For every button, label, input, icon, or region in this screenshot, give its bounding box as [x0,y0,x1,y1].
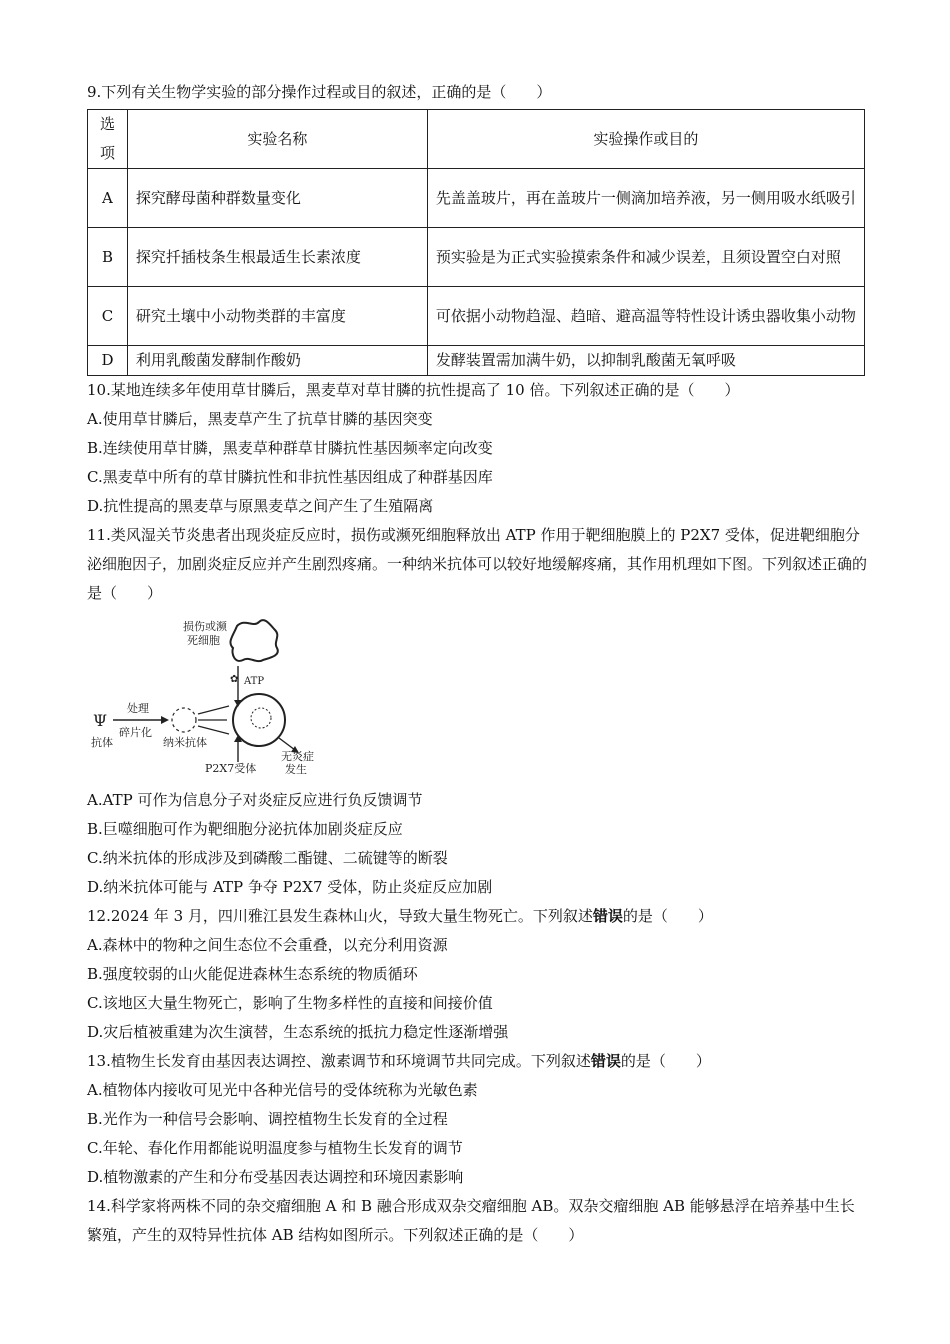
row-action: 发酵装置需加满牛奶，以抑制乳酸菌无氧呼吸 [427,346,864,376]
q9-table [87,109,865,376]
target-cell [233,694,285,746]
q12-option-a: A.森林中的物种之间生态位不会重叠，以充分利用资源 [87,936,448,954]
table-header-name: 实验名称 [127,110,427,169]
process-label-1: 处理 [127,702,149,715]
q12-option-c: C.该地区大量生物死亡，影响了生物多样性的直接和间接价值 [87,994,493,1012]
outcome-label-1: 无炎症 [281,750,314,763]
table-row [88,169,865,228]
binding-arrow-3 [198,726,229,734]
table-row [88,228,865,287]
q11-stem: 11.类风湿关节炎患者出现炎症反应时，损伤或濒死细胞释放出 ATP 作用于靶细胞膜上的 P2X7 受体，促进靶细胞分泌细胞因子，加剧炎症反应并产生剧烈疼痛。一种纳米抗体可以较好地缓解疼痛，其作用机理如下图。下列叙述正确的是（ ） [87,526,868,602]
q13-stem [87,1047,867,1076]
row-option: C [88,287,128,346]
q12-option-b: B.强度较弱的山火能促进森林生态系统的物质循环 [87,965,418,983]
row-option: B [88,228,128,287]
q13-option-a: A.植物体内接收可见光中各种光信号的受体统称为光敏色素 [87,1081,478,1099]
nano-antibody-mechanism-figure [87,614,317,774]
table-header-option: 选项 [88,110,128,169]
outcome-arrow [279,738,295,750]
antibody-label: 抗体 [91,736,113,749]
nano-antibody-cluster [172,708,196,732]
row-action: 先盖盖玻片，再在盖玻片一侧滴加培养液，另一侧用吸水纸吸引 [427,169,864,228]
target-cell-nucleus [251,708,271,728]
process-arrowhead [161,716,169,724]
q12-option-d: D.灾后植被重建为次生演替，生态系统的抵抗力稳定性逐渐增强 [87,1023,509,1041]
q11-option-b: B.巨噬细胞可作为靶细胞分泌抗体加剧炎症反应 [87,820,403,838]
q13-option-b: B.光作为一种信号会影响、调控植物生长发育的全过程 [87,1110,448,1128]
q10-option-d: D.抗性提高的黑麦草与原黑麦草之间产生了生殖隔离 [87,497,434,515]
exam-page [87,78,867,1250]
q10-stem: 10.某地连续多年使用草甘膦后，黑麦草对草甘膦的抗性提高了 10 倍。下列叙述正确的是（ ） [87,381,740,399]
antibody-icon: Ψ [93,711,108,730]
row-name: 探究扦插枝条生根最适生长素浓度 [127,228,427,287]
q11-option-d: D.纳米抗体可能与 ATP 争夺 P2X7 受体，防止炎症反应加剧 [87,878,493,896]
row-action: 预实验是为正式实验摸索条件和减少误差，且须设置空白对照 [427,228,864,287]
table-row [88,346,865,376]
damaged-cell-label-1: 损伤或濒 [183,620,227,633]
table-row [88,287,865,346]
q9-stem: 9.下列有关生物学实验的部分操作过程或目的叙述，正确的是（ ） [87,83,552,101]
nano-antibody-label: 纳米抗体 [163,736,207,749]
row-option: A [88,169,128,228]
receptor-label: P2X7受体 [205,762,257,774]
atp-symbol: ✿ [230,674,239,685]
q13-stem-post: 的是（ ） [620,1052,711,1070]
binding-arrow-1 [198,706,229,714]
atp-label: ATP [244,676,265,687]
q13-stem-pre: 13.植物生长发育由基因表达调控、激素调节和环境调节共同完成。下列叙述 [87,1052,591,1070]
q13-option-c: C.年轮、春化作用都能说明温度参与植物生长发育的调节 [87,1139,463,1157]
q14-stem: 14.科学家将两株不同的杂交瘤细胞 A 和 B 融合形成双杂交瘤细胞 AB。双杂交瘤细胞 AB 能够悬浮在培养基中生长繁殖，产生的双特异性抗体 AB 结构如图所示。下列叙述正确的是（ ） [87,1197,855,1244]
table-header-action: 实验操作或目的 [427,110,864,169]
q11-option-a: A.ATP 可作为信息分子对炎症反应进行负反馈调节 [87,791,423,809]
damaged-cell-label-2: 死细胞 [187,634,220,647]
q11-option-c: C.纳米抗体的形成涉及到磷酸二酯键、二硫键等的断裂 [87,849,448,867]
row-name: 探究酵母菌种群数量变化 [127,169,427,228]
q10-option-c: C.黑麦草中所有的草甘膦抗性和非抗性基因组成了种群基因库 [87,468,493,486]
q12-stem-emphasis: 错误 [592,907,623,925]
row-name: 利用乳酸菌发酵制作酸奶 [127,346,427,376]
row-option: D [88,346,128,376]
outcome-label-2: 发生 [285,763,307,774]
row-name: 研究土壤中小动物类群的丰富度 [127,287,427,346]
row-action: 可依据小动物趋湿、趋暗、避高温等特性设计诱虫器收集小动物 [427,287,864,346]
q12-stem-post: 的是（ ） [622,907,713,925]
q12-stem-pre: 12.2024 年 3 月，四川雅江县发生森林山火，导致大量生物死亡。下列叙述 [87,907,593,925]
q13-option-d: D.植物激素的产生和分布受基因表达调控和环境因素影响 [87,1168,464,1186]
q10-option-b: B.连续使用草甘膦，黑麦草种群草甘膦抗性基因频率定向改变 [87,439,493,457]
damaged-cell-shape [230,620,277,661]
q12-stem [87,902,867,931]
q13-stem-emphasis: 错误 [590,1052,621,1070]
q10-option-a: A.使用草甘膦后，黑麦草产生了抗草甘膦的基因突变 [87,410,433,428]
process-label-2: 碎片化 [119,726,152,739]
